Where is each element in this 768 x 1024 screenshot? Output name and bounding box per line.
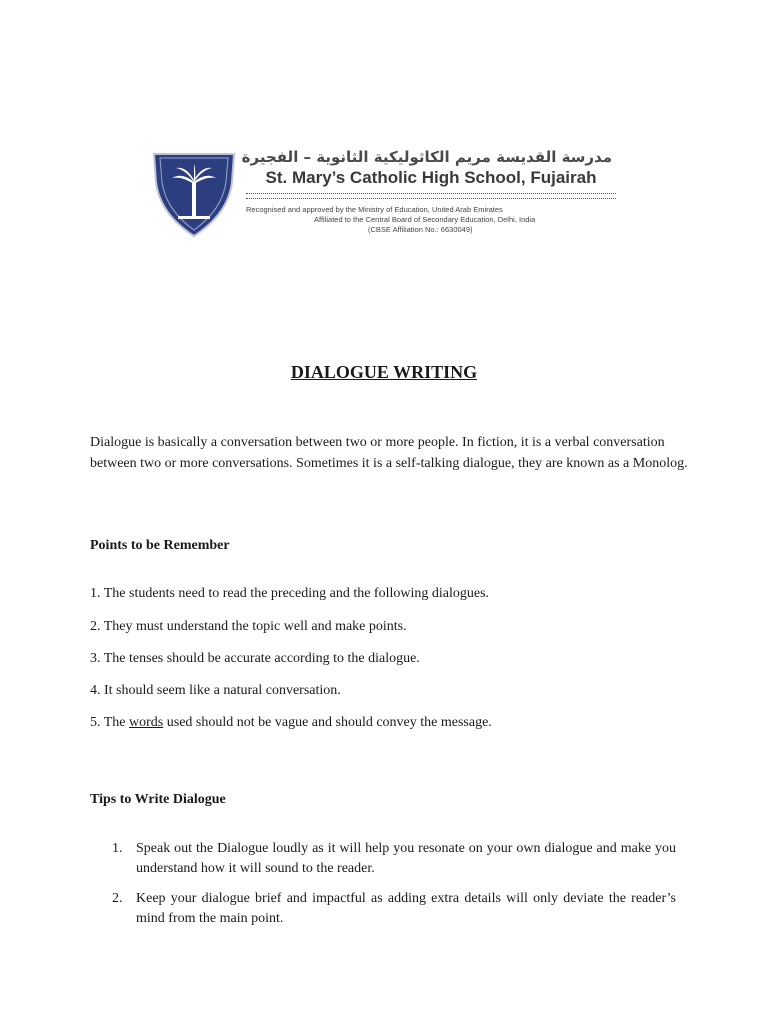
- point-item: 2. They must understand the topic well and make points.: [90, 619, 407, 634]
- school-name: St. Mary’s Catholic High School, Fujairah: [265, 168, 597, 187]
- point-item: 3. The tenses should be accurate according to the dialogue.: [90, 651, 420, 666]
- tip-item: [108, 839, 676, 879]
- tip-text: Keep your dialogue brief and impactful as adding extra details will only deviate the reader’s mind from the main point.: [136, 891, 676, 926]
- palm-tree-shield-icon: [152, 152, 236, 238]
- point-item: [90, 715, 492, 731]
- tips-heading: Tips to Write Dialogue: [90, 792, 226, 807]
- point-5-prefix: 5. The: [90, 715, 130, 730]
- school-name-arabic: مدرسة القديسة مريم الكاثوليكية الثانوية – الفجيرة: [241, 148, 612, 166]
- tip-number: 2.: [112, 891, 123, 906]
- points-heading: Points to be Remember: [90, 538, 230, 553]
- document-title: DIALOGUE WRITING: [290, 362, 478, 382]
- intro-paragraph: Dialogue is basically a conversation between two or more people. In fiction, it is a verbal conversation between two or more conversations. Sometimes it is a self-talking dialogue, they are known as a Monolog.: [90, 435, 688, 471]
- tip-item: [108, 889, 676, 929]
- tip-text: Speak out the Dialogue loudly as it will help you resonate on your own dialogue and make you understand how it will sound to the reader.: [136, 841, 676, 876]
- point-item: 1. The students need to read the preceding and the following dialogues.: [90, 586, 490, 601]
- letterhead: [152, 148, 622, 240]
- tips-list: [108, 839, 676, 939]
- tip-number: 1.: [112, 841, 123, 856]
- letterhead-divider: [246, 193, 616, 199]
- recognition-line: Recognised and approved by the Ministry of Education, United Arab Emirates: [246, 205, 503, 214]
- point-item: 4. It should seem like a natural conversation.: [90, 683, 341, 698]
- affiliation-number: (CBSE Affiliation No.: 6630049): [368, 225, 473, 234]
- point-5-suffix: used should not be vague and should convey the message.: [163, 715, 492, 730]
- affiliation-line: Affiliated to the Central Board of Secondary Education, Delhi, India: [314, 215, 536, 224]
- underlined-word: words: [129, 715, 164, 730]
